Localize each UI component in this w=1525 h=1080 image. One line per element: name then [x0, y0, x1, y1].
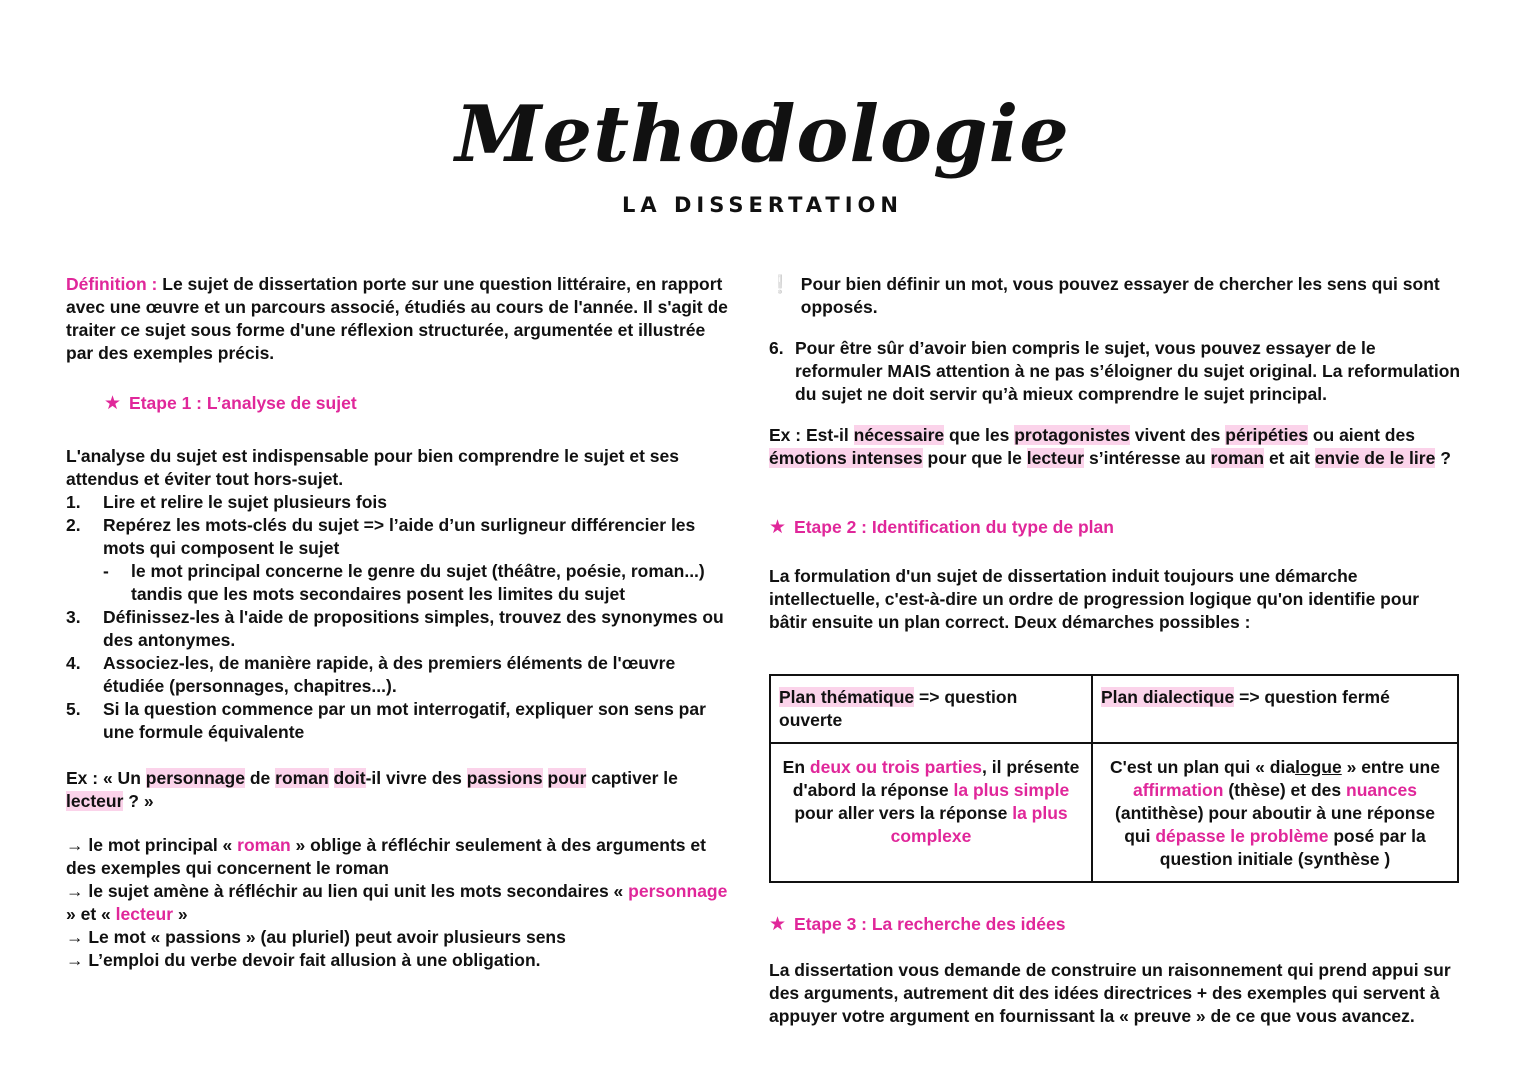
list-item: 4. Associez-les, de manière rapide, à des premiers éléments de l'œuvre étudiée (personnages, chapitres...).	[66, 653, 676, 696]
star-icon: ★	[104, 393, 122, 414]
page-subtitle: LA DISSERTATION	[622, 193, 903, 217]
arrow-line-1: → le mot principal « roman » oblige à réfléchir seulement à des arguments et des exemples qui concernent le roman	[66, 835, 706, 878]
analysis-arrows	[66, 834, 736, 972]
table-row	[770, 743, 1458, 882]
step2-text: La formulation d'un sujet de dissertation induit toujours une démarche intellectuelle, c'est-à-dire un ordre de progression logique qu'on identifie pour bâtir ensuite un plan correct. Deux démarches possibles :	[769, 566, 1420, 632]
exclamation-icon: ❕	[769, 274, 791, 294]
example-question: Ex : « Un personnage de roman doit-il vivre des passions pour captiver le lecteur ? »	[66, 768, 678, 811]
arrow-line-2: → le sujet amène à réfléchir au lien qui unit les mots secondaires « personnage » et « lecteur »	[66, 881, 728, 924]
plans-table	[769, 674, 1459, 883]
definition-label: Définition :	[66, 274, 158, 294]
example-reformulation: Ex : Est-il nécessaire que les protagonistes vivent des péripéties ou aient des émotions intenses pour que le lecteur s’intéresse au roman et ait envie de le lire ?	[769, 425, 1451, 468]
table-header-dialectique: Plan dialectique => question fermé	[1092, 675, 1458, 743]
list-item: 3. Définissez-les à l'aide de propositions simples, trouvez des synonymes ou des antonymes.	[66, 607, 724, 650]
step1-list	[66, 491, 736, 744]
left-column	[66, 273, 736, 972]
definition	[66, 273, 736, 365]
step1-title: Etape 1 : L’analyse de sujet	[129, 393, 357, 413]
step3-title: Etape 3 : La recherche des idées	[794, 914, 1066, 934]
list-item: 2. Repérez les mots-clés du sujet => l’aide d’un surligneur différencier les mots qui composent le sujet	[66, 515, 696, 558]
table-header-thematique: Plan thématique => question ouverte	[770, 675, 1092, 743]
warning-note: ❕ Pour bien définir un mot, vous pouvez essayer de chercher les sens qui sont opposés.	[769, 274, 1440, 317]
page-title: Methodologie	[455, 89, 1070, 180]
table-cell-dialectique: C'est un plan qui « dialogue » entre une affirmation (thèse) et des nuances (antithèse) pour aboutir à une réponse qui dépasse le problème posé par la question initiale (synthèse )	[1092, 743, 1458, 882]
definition-text: Le sujet de dissertation porte sur une question littéraire, en rapport avec une œuvre et un parcours associé, étudiés au cours de l'année. Il s'agit de traiter ce sujet sous forme d'une réflexion structurée, argumentée et illustrée par des exemples précis.	[66, 274, 728, 363]
right-column	[769, 273, 1461, 1028]
step1-heading	[104, 392, 736, 415]
list-item: 5. Si la question commence par un mot interrogatif, expliquer son sens par une formule équivalente	[66, 699, 706, 742]
arrow-line-3: → Le mot « passions » (au pluriel) peut avoir plusieurs sens	[66, 927, 566, 947]
star-icon: ★	[769, 914, 787, 935]
table-cell-thematique: En deux ou trois parties, il présente d'abord la réponse la plus simple pour aller vers la réponse la plus complexe	[770, 743, 1092, 882]
sub-list-item: - le mot principal concerne le genre du sujet (théâtre, poésie, roman...) tandis que les mots secondaires posent les limites du sujet	[103, 561, 705, 604]
list-item-6: 6. Pour être sûr d’avoir bien compris le sujet, vous pouvez essayer de le reformuler MAIS attention à ne pas s’éloigner du sujet original. La reformulation du sujet ne doit servir qu’à mieux comprendre le sujet principal.	[769, 338, 1461, 404]
list-item: 1. Lire et relire le sujet plusieurs fois	[66, 492, 387, 512]
step2-heading	[769, 516, 1461, 539]
star-icon: ★	[769, 517, 787, 538]
step3-text: La dissertation vous demande de construire un raisonnement qui prend appui sur des arguments, autrement dit des idées directrices + des exemples qui servent à appuyer votre argument en fournissant la « preuve » de ce que vous avancez.	[769, 960, 1451, 1026]
step1-intro: L'analyse du sujet est indispensable pour bien comprendre le sujet et ses attendus et éviter tout hors-sujet.	[66, 446, 679, 489]
step3-heading	[769, 913, 1461, 936]
step2-title: Etape 2 : Identification du type de plan	[794, 517, 1114, 537]
arrow-line-4: → L’emploi du verbe devoir fait allusion à une obligation.	[66, 950, 541, 970]
